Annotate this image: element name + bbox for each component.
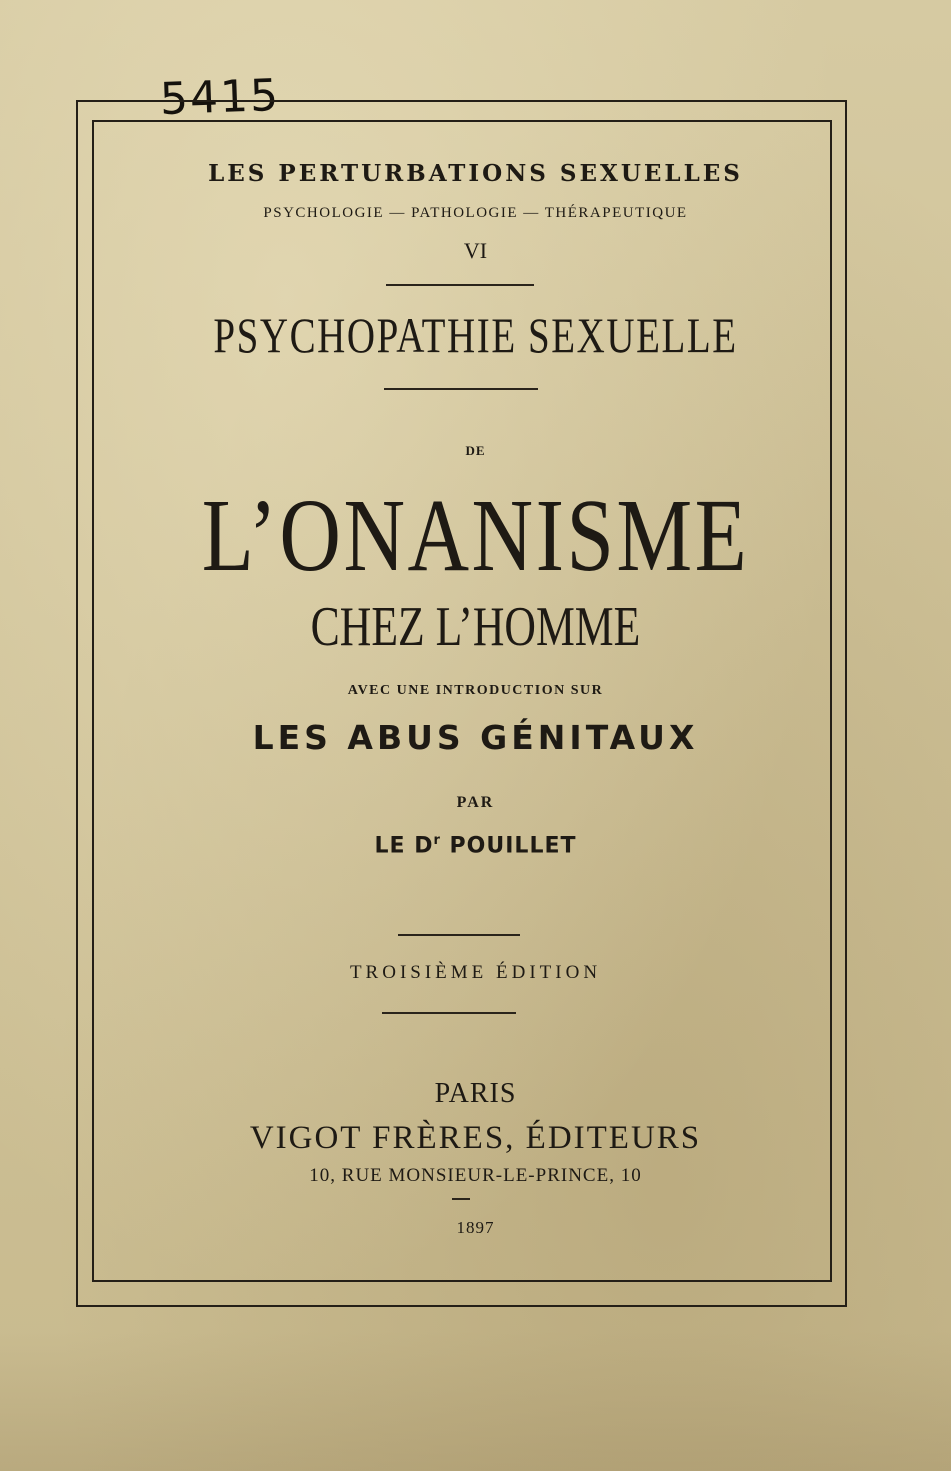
divider-rule-4	[382, 1012, 516, 1014]
series-title: LES PERTURBATIONS SEXUELLES	[208, 160, 743, 187]
edition: TROISIÈME ÉDITION	[349, 962, 602, 983]
author-prefix-superscript: r	[433, 833, 441, 848]
handwritten-inventory-number: 5415	[159, 69, 281, 126]
imprint-address: 10, RUE MONSIEUR-LE-PRINCE, 10	[309, 1165, 642, 1186]
book-subtitle: CHEZ L’HOMME	[310, 596, 641, 658]
imprint-year: 1897	[456, 1218, 495, 1237]
by-label: PAR	[456, 794, 495, 811]
divider-rule-3	[398, 934, 520, 936]
series-subjects: PSYCHOLOGIE — PATHOLOGIE — THÉRAPEUTIQUE	[263, 205, 688, 221]
divider-rule-5	[452, 1198, 470, 1200]
author-prefix: LE D	[374, 833, 434, 859]
imprint-city: PARIS	[434, 1078, 517, 1109]
author-line	[0, 833, 951, 858]
intro-subject: LES ABUS GÉNITAUX	[252, 718, 699, 757]
divider-rule-2	[384, 388, 538, 390]
book-title: L’ONANISME	[201, 478, 750, 593]
divider-rule-1	[386, 284, 534, 286]
imprint-publisher: VIGOT FRÈRES, ÉDITEURS	[249, 1120, 702, 1156]
author-name: POUILLET	[449, 833, 577, 859]
preposition: DE	[465, 443, 486, 458]
section-title: PSYCHOPATHIE SEXUELLE	[213, 307, 738, 363]
intro-line: AVEC UNE INTRODUCTION SUR	[347, 683, 604, 698]
volume-number: VI	[463, 238, 488, 263]
